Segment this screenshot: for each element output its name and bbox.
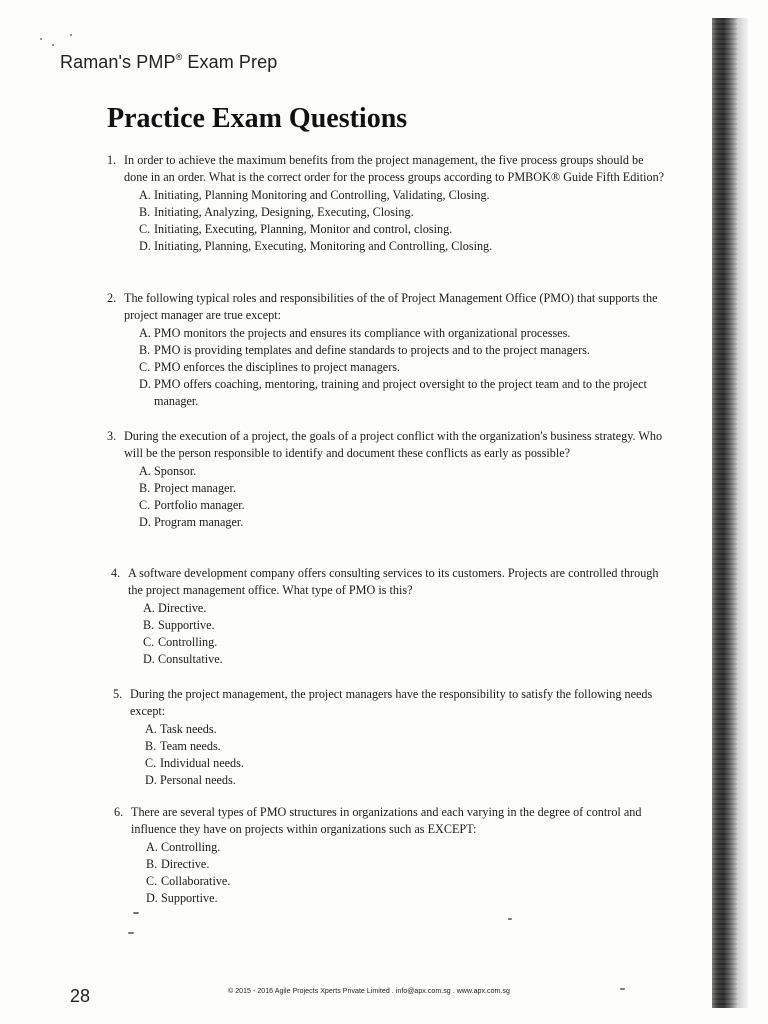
option-text: Task needs. bbox=[160, 722, 217, 736]
option-letter: D. bbox=[145, 773, 157, 787]
option-text: Consultative. bbox=[158, 652, 223, 666]
option-text: Sponsor. bbox=[154, 464, 197, 478]
option-text: Directive. bbox=[158, 601, 207, 615]
scan-speck bbox=[133, 912, 139, 914]
option-list bbox=[107, 325, 667, 410]
question-3 bbox=[107, 428, 667, 531]
option-letter: A. bbox=[139, 326, 151, 340]
question-stem bbox=[113, 686, 673, 720]
option-letter: B. bbox=[139, 481, 151, 495]
option-letter: A. bbox=[146, 840, 158, 854]
header-brand-name: Raman's PMP bbox=[60, 52, 176, 72]
option-letter: D. bbox=[139, 239, 151, 253]
option-a bbox=[146, 839, 674, 856]
option-b bbox=[146, 856, 674, 873]
question-1 bbox=[107, 152, 667, 255]
option-a bbox=[143, 600, 671, 617]
registered-mark: ® bbox=[175, 52, 183, 62]
option-text: Personal needs. bbox=[160, 773, 236, 787]
question-number: 1. bbox=[107, 153, 117, 167]
option-a bbox=[145, 721, 673, 738]
question-2 bbox=[107, 290, 667, 410]
page-number: 28 bbox=[70, 986, 91, 1006]
option-text: PMO monitors the projects and ensures its compliance with organizational processes. bbox=[154, 326, 571, 340]
question-stem bbox=[107, 152, 667, 186]
question-4 bbox=[111, 565, 671, 668]
option-text: Initiating, Analyzing, Designing, Executing, Closing. bbox=[154, 205, 414, 219]
option-text: Project manager. bbox=[154, 481, 236, 495]
question-text: During the project management, the project managers have the responsibility to satisfy the following needs except: bbox=[130, 687, 653, 718]
option-text: Program manager. bbox=[154, 515, 244, 529]
option-letter: A. bbox=[143, 601, 155, 615]
option-d bbox=[139, 376, 667, 410]
option-letter: B. bbox=[145, 739, 157, 753]
header-brand-suffix: Exam Prep bbox=[182, 52, 278, 72]
scan-speck bbox=[52, 44, 54, 46]
option-b bbox=[139, 480, 667, 497]
option-letter: C. bbox=[139, 360, 151, 374]
option-letter: D. bbox=[146, 891, 158, 905]
option-text: Supportive. bbox=[158, 618, 215, 632]
question-stem bbox=[107, 290, 667, 324]
option-text: PMO is providing templates and define standards to projects and to the project managers. bbox=[154, 343, 590, 357]
option-text: PMO enforces the disciplines to project managers. bbox=[154, 360, 401, 374]
option-c bbox=[145, 755, 673, 772]
option-d bbox=[146, 890, 674, 907]
option-letter: B. bbox=[143, 618, 155, 632]
option-letter: B. bbox=[139, 205, 151, 219]
header-brand bbox=[60, 52, 277, 73]
option-a bbox=[139, 325, 667, 342]
footer-copyright: © 2015 - 2016 Agile Projects Xperts Private Limited . info@apx.com.sg . www.apx.com.sg bbox=[228, 988, 510, 995]
page-title: Practice Exam Questions bbox=[107, 103, 408, 134]
option-letter: C. bbox=[143, 635, 155, 649]
question-number: 5. bbox=[113, 687, 123, 701]
question-text: The following typical roles and responsibilities of the of Project Management Office (PMO) that supports the project manager are true except: bbox=[124, 291, 658, 322]
option-b bbox=[139, 342, 667, 359]
option-letter: C. bbox=[145, 756, 157, 770]
question-number: 2. bbox=[107, 291, 117, 305]
option-text: PMO offers coaching, mentoring, training and project oversight to the project team and to the project manager. bbox=[154, 377, 647, 408]
scan-speck bbox=[70, 34, 72, 36]
question-stem bbox=[114, 804, 674, 838]
option-list bbox=[107, 463, 667, 531]
option-list bbox=[114, 839, 674, 907]
option-b bbox=[143, 617, 671, 634]
option-text: Team needs. bbox=[160, 739, 221, 753]
scan-speck bbox=[620, 988, 625, 990]
option-letter: B. bbox=[139, 343, 151, 357]
option-c bbox=[139, 497, 667, 514]
option-letter: C. bbox=[139, 222, 151, 236]
option-letter: C. bbox=[146, 874, 158, 888]
option-letter: D. bbox=[139, 377, 151, 391]
question-number: 3. bbox=[107, 429, 117, 443]
question-number: 6. bbox=[114, 805, 124, 819]
option-a bbox=[139, 463, 667, 480]
option-letter: B. bbox=[146, 857, 158, 871]
option-text: Controlling. bbox=[161, 840, 221, 854]
option-text: Supportive. bbox=[161, 891, 218, 905]
option-b bbox=[139, 204, 667, 221]
option-d bbox=[145, 772, 673, 789]
question-text: There are several types of PMO structures in organizations and each varying in the degree of control and influence they have on projects within organizations such as EXCEPT: bbox=[131, 805, 642, 836]
option-letter: A. bbox=[139, 464, 151, 478]
option-d bbox=[143, 651, 671, 668]
option-text: Controlling. bbox=[158, 635, 218, 649]
option-text: Portfolio manager. bbox=[154, 498, 245, 512]
option-c bbox=[146, 873, 674, 890]
option-letter: D. bbox=[139, 515, 151, 529]
option-c bbox=[139, 221, 667, 238]
question-text: During the execution of a project, the goals of a project conflict with the organization's business strategy. Who will be the person responsible to identify and document these conflicts as early as possible? bbox=[124, 429, 663, 460]
scan-edge-shadow bbox=[738, 18, 748, 1008]
option-list bbox=[111, 600, 671, 668]
option-list bbox=[107, 187, 667, 255]
option-text: Individual needs. bbox=[160, 756, 244, 770]
option-d bbox=[139, 514, 667, 531]
scan-speck bbox=[508, 918, 512, 920]
question-number: 4. bbox=[111, 566, 121, 580]
question-6 bbox=[114, 804, 674, 907]
option-text: Initiating, Planning, Executing, Monitoring and Controlling, Closing. bbox=[154, 239, 493, 253]
scan-binding-edge bbox=[712, 18, 738, 1008]
option-a bbox=[139, 187, 667, 204]
question-5 bbox=[113, 686, 673, 789]
option-list bbox=[113, 721, 673, 789]
option-text: Collaborative. bbox=[161, 874, 231, 888]
option-letter: C. bbox=[139, 498, 151, 512]
option-c bbox=[143, 634, 671, 651]
option-c bbox=[139, 359, 667, 376]
option-letter: A. bbox=[139, 188, 151, 202]
option-letter: A. bbox=[145, 722, 157, 736]
option-text: Initiating, Executing, Planning, Monitor and control, closing. bbox=[154, 222, 453, 236]
question-stem bbox=[107, 428, 667, 462]
option-letter: D. bbox=[143, 652, 155, 666]
option-b bbox=[145, 738, 673, 755]
scan-speck bbox=[40, 38, 42, 40]
option-text: Directive. bbox=[161, 857, 210, 871]
scan-speck bbox=[128, 932, 134, 934]
option-text: Initiating, Planning Monitoring and Controlling, Validating, Closing. bbox=[154, 188, 490, 202]
question-text: A software development company offers consulting services to its customers. Projects are controlled through the project management office. What type of PMO is this? bbox=[128, 566, 659, 597]
question-text: In order to achieve the maximum benefits from the project management, the five process groups should be done in an order. What is the correct order for the process groups according to PMBOK® Guide Fifth Edition? bbox=[124, 153, 665, 184]
question-stem bbox=[111, 565, 671, 599]
option-d bbox=[139, 238, 667, 255]
